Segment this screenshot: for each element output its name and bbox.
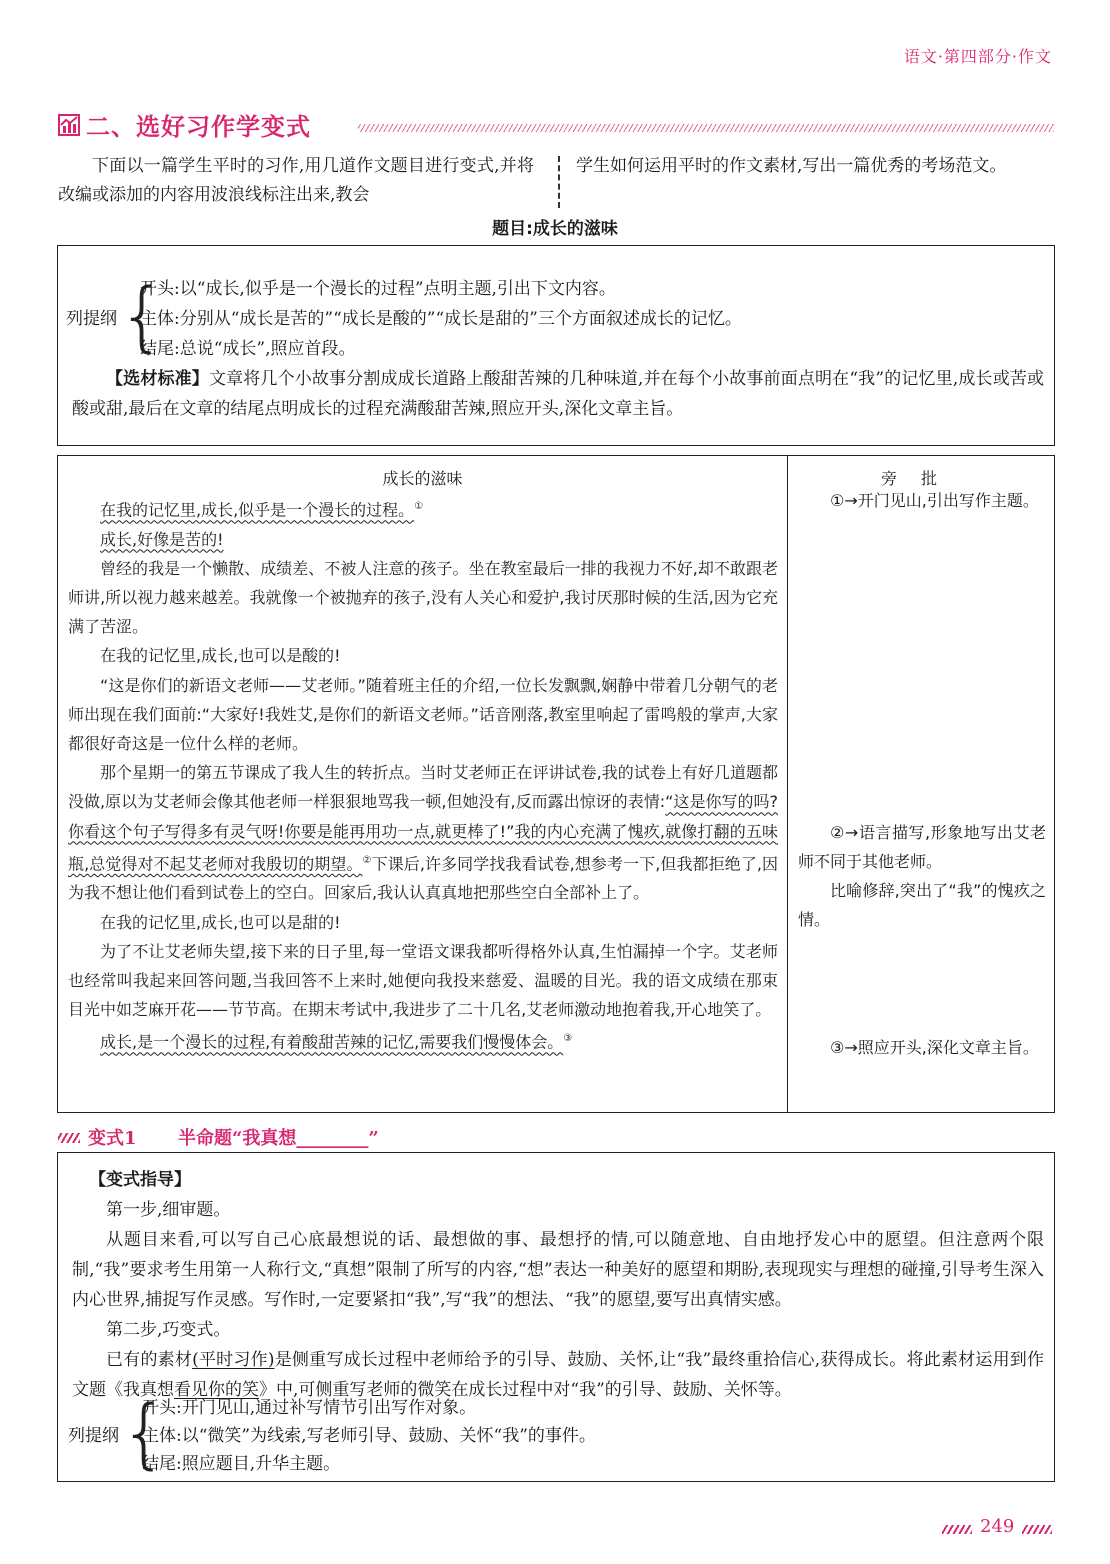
brace: { <box>120 1388 169 1477</box>
variant-guide-box <box>57 1152 1055 1482</box>
variant-heading <box>58 1124 1054 1152</box>
column-divider <box>558 156 560 208</box>
section-title: 二、选好习作学变式 <box>86 113 311 141</box>
marker: ① <box>414 501 424 512</box>
outline-line: 主体:以“微笑”为线索,写老师引导、鼓励、关怀“我”的事件。 <box>142 1426 596 1446</box>
outline-block <box>66 272 1046 368</box>
essay-paragraph: 那个星期一的第五节课成了我人生的转折点。当时艾老师正在评讲试卷,我的试卷上有好几道题都没做,原以为艾老师会像其他老师一样狠狠地骂我一顿,但她没有,反而露出惊讶的表情:“这是你写的吗?你看这个句子写得多有灵气呀!你要是能再用功一点,就更棒了!”我的内心充满了愧疚,就像打翻的五味瓶,总觉得对不起艾老师对我殷切的期望。②下课后,许多同学找我看试卷,想参考一下,但我都拒绝了,因为我不想让他们看到试卷上的空白。回家后,我认认真真地把那些空白全部补上了。 <box>68 763 778 903</box>
side-notes-title: 旁批 <box>880 469 961 488</box>
outline-line: 开头:开门见山,通过补写情节引出写作对象。 <box>142 1398 477 1418</box>
variant-tag: 变式1 <box>88 1128 137 1149</box>
outline-line: 结尾:总说“成长”,照应首段。 <box>140 339 356 359</box>
step-heading: 第二步,巧变式。 <box>106 1320 231 1340</box>
outline-box <box>57 245 1055 446</box>
page-number: 249 <box>980 1516 1015 1537</box>
essay-paragraph: 成长,是一个漫长的过程,有着酸甜苦辣的记忆,需要我们慢慢体会。③ <box>100 1032 573 1052</box>
variant-outline <box>68 1388 1048 1481</box>
marker: ② <box>362 854 372 866</box>
essay-paragraph: 在我的记忆里,成长,也可以是酸的! <box>100 646 341 666</box>
variant-title: 半命题“我真想________” <box>178 1128 379 1149</box>
intro-left: 下面以一篇学生平时的习作,用几道作文题目进行变式,并将改编或添加的内容用波浪线标注出来,教会 <box>58 156 534 205</box>
side-note: ②→语言描写,形象地写出艾老师不同于其他老师。 比喻修辞,突出了“我”的愧疚之情。 <box>798 823 1046 929</box>
intro-right: 学生如何运用平时的作文素材,写出一篇优秀的考场范文。 <box>576 156 1007 176</box>
outline-label: 列提纲 <box>68 1426 119 1446</box>
section-heading <box>58 106 1054 142</box>
outline-line: 结尾:照应题目,升华主题。 <box>142 1454 341 1474</box>
running-header: 语文·第四部分·作文 <box>903 47 1052 66</box>
essay-paragraph: 在我的记忆里,成长,似乎是一个漫长的过程。① <box>100 500 424 520</box>
side-note: ③→照应开头,深化文章主旨。 <box>830 1038 1039 1057</box>
essay-paragraph: 曾经的我是一个懒散、成绩差、不被人注意的孩子。坐在教室最后一排的我视力不好,却不敢跟老师讲,所以视力越来越差。我就像一个被抛弃的孩子,没有人关心和爱护,我讨厌那时候的生活,因为它充满了苦涩。 <box>68 558 778 637</box>
essay-body <box>68 492 778 1057</box>
topic-title: 题目:成长的滋味 <box>492 219 618 239</box>
hatch-decoration <box>1022 1525 1052 1534</box>
criteria-label: 【选材标准】 <box>106 369 209 389</box>
essay-paragraph: 在我的记忆里,成长,也可以是甜的! <box>100 912 341 932</box>
column-separator <box>787 456 788 1112</box>
essay-title: 成长的滋味 <box>382 469 463 488</box>
marker: ③ <box>563 1033 573 1045</box>
guide-label: 【变式指导】 <box>89 1170 191 1190</box>
title-hatch-decoration <box>358 124 1054 132</box>
variant-guide <box>72 1165 1044 1405</box>
essay-paragraph: 为了不让艾老师失望,接下来的日子里,每一堂语文课我都听得格外认真,生怕漏掉一个字。艾老师也经常叫我起来回答问题,当我回答不上来时,她便向我投来慈爱、温暖的目光。我的语文成绩在那束目光中如芝麻开花——节节高。在期末考试中,我进步了二十几名,艾老师激动地抱着我,开心地笑了。 <box>68 941 778 1020</box>
hatch-decoration <box>58 1133 80 1143</box>
criteria-paragraph <box>72 364 1044 424</box>
side-note: ①→开门见山,引出写作主题。 <box>830 491 1039 510</box>
step-text: 已有的素材(平时习作)是侧重写成长过程中老师给予的引导、鼓励、关怀,让“我”最终重拾信心,获得成长。将此素材运用到作文题《我真想看见你的笑》中,可侧重写老师的微笑在成长过程中对“我”的引导、鼓励、关怀等。 <box>72 1350 1045 1400</box>
step-text: 从题目来看,可以写自己心底最想说的话、最想做的事、最想抒的情,可以随意地、自由地抒发心中的愿望。但注意两个限制,“我”要求考生用第一人称行文,“真想”限制了所写的内容,“想”表达一种美好的愿望和期盼,表现现实与理想的碰撞,引导考生深入内心世界,捕捉写作灵感。写作时,一定要紧扣“我”,写“我”的想法、“我”的愿望,要写出真情实感。 <box>72 1230 1044 1310</box>
outline-label: 列提纲 <box>66 309 117 329</box>
essay-paragraph: “这是你们的新语文老师——艾老师。”随着班主任的介绍,一位长发飘飘,娴静中带着几分朝气的老师出现在我们面前:“大家好!我姓艾,是你们的新语文老师。”话音刚落,教室里响起了雷鸣般的掌声,大家都很好奇这是一位什么样的老师。 <box>68 675 778 753</box>
hatch-decoration <box>942 1525 972 1534</box>
brace: { <box>118 271 167 360</box>
chart-icon <box>58 114 80 136</box>
criteria-text: 文章将几个小故事分割成成长道路上酸甜苦辣的几种味道,并在每个小故事前面点明在“我”的记忆里,成长或苦或酸或甜,最后在文章的结尾点明成长的过程充满酸甜苦辣,照应开头,深化文章主旨。 <box>72 369 1045 419</box>
page-footer <box>942 1516 1052 1540</box>
essay-box <box>57 455 1055 1113</box>
outline-line: 主体:分别从“成长是苦的”“成长是酸的”“成长是甜的”三个方面叙述成长的记忆。 <box>140 309 742 329</box>
essay-paragraph: 成长,好像是苦的! <box>100 529 224 549</box>
step-heading: 第一步,细审题。 <box>106 1200 231 1220</box>
outline-line: 开头:以“成长,似乎是一个漫长的过程”点明主题,引出下文内容。 <box>140 279 616 299</box>
